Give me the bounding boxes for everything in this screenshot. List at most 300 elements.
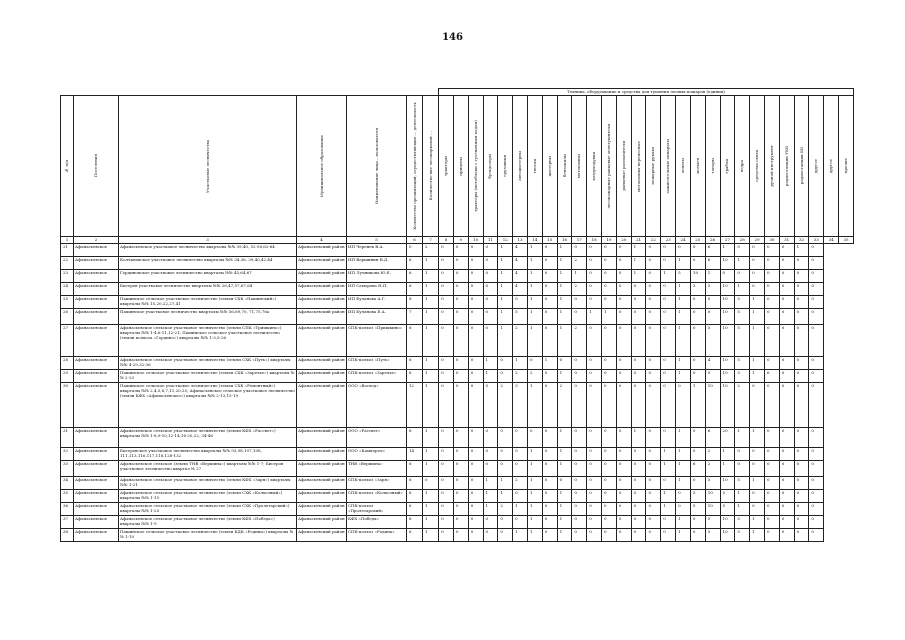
header-col [453,96,468,237]
row-value: 0 [646,428,661,448]
row-value: 1 [676,357,691,370]
row-value: 0 [646,296,661,309]
row-value: 0 [572,357,587,370]
row-value: 1 [527,503,542,516]
row-municipality: Афанасьевский район [297,503,347,516]
row-settlement: Пашинское сельское участковое лесничество (земли СХК «Пашинский») кварталы №№ 15,20,22,27,41 [119,296,297,309]
row-value: 0 [572,244,587,257]
row-value: 10 [720,325,735,357]
row-value: 0 [468,309,483,325]
row-value: 0 [616,516,631,529]
row-value: 0 [794,283,809,296]
row-value: 0 [631,309,646,325]
row-value: 0 [602,529,617,542]
row-value: 0 [779,370,794,383]
row-value: 6 [407,357,423,370]
header-col [572,96,587,237]
row-value: 0 [572,309,587,325]
row-value: 0 [646,503,661,516]
row-value: 0 [439,503,454,516]
row-value: 0 [498,516,513,529]
row-settlement: Афанасьевское сельское участковое лесничество (земли СХК «Пролетарский») кварталы №№ 1-20 [119,503,297,516]
row-settlement: Пашинское сельское участковое лесничество (земли СХК «Заречье») кварталы №№ 2-23 [119,370,297,383]
row-settlement: Афанасьевское сельское участковое лесничество (земли КФХ «Рассвет») кварталы №№ 1-8,9-10,12-14,16-20,22, 34-46 [119,428,297,448]
row-value: 0 [453,461,468,477]
row-value: 0 [631,461,646,477]
row-value: 1 [527,309,542,325]
row-value: 0 [779,477,794,490]
row-value: 1 [750,529,765,542]
row-value: 0 [616,370,631,383]
row-value: 0 [646,270,661,283]
row-value: 0 [690,477,705,490]
row-settlement: Афанасьевское участковое лесничество кварталы №№ 39,40, 52-58,62-64 [119,244,297,257]
row-value: 1 [527,283,542,296]
row-value: 0 [468,490,483,503]
column-index: 35 [839,237,854,244]
row-value: 1 [750,325,765,357]
row-value: 0 [498,529,513,542]
row-value: 0 [483,296,498,309]
column-index: 20 [616,237,631,244]
row-value: 0 [676,383,691,428]
row-value: 0 [616,461,631,477]
row-value: 0 [809,383,824,428]
row-value: 0 [407,244,423,257]
row-value: 0 [483,309,498,325]
row-district: Афанасьевское [74,448,119,461]
row-value: 5 [735,309,750,325]
row-value: 1 [735,283,750,296]
row-value: 0 [764,244,779,257]
row-value: 4 [705,357,720,370]
row-value: 1 [483,357,498,370]
header-col [513,96,528,237]
row-value: 1 [794,244,809,257]
row-value: 6 [690,461,705,477]
row-value: 0 [661,370,676,383]
row-value: 0 [439,490,454,503]
row-value: 0 [616,270,631,283]
row-value: 0 [631,503,646,516]
header-col-text: лесопожарные ранцевые огнетушители [605,123,611,209]
row-value: 0 [646,448,661,461]
table-row [61,357,854,370]
row-value: 0 [616,325,631,357]
row-district: Афанасьевское [74,257,119,270]
row-value: 1 [735,490,750,503]
row-district: Афанасьевское [74,325,119,357]
row-value: 2 [572,257,587,270]
row-district: Афанасьевское [74,490,119,503]
row-lessee: ИП Саморова Н.П. [347,283,407,296]
column-index: 29 [750,237,765,244]
fire-equipment-table [60,88,854,542]
header-col [690,96,705,237]
row-value: 0 [809,370,824,383]
row-value: 1 [423,461,439,477]
row-value: 1 [513,503,528,516]
row-value: 0 [616,490,631,503]
row-value: 0 [809,477,824,490]
row-value: 0 [439,516,454,529]
row-value: 4 [513,244,528,257]
row-value: 10 [705,383,720,428]
row-value: 0 [779,309,794,325]
row-value: 0 [542,448,557,461]
row-value: 1 [423,270,439,283]
row-value: 0 [616,503,631,516]
row-value: 0 [498,357,513,370]
row-value: 6 [407,257,423,270]
table-row [61,461,854,477]
group-title-spacer [61,89,439,96]
table-row [61,529,854,542]
row-value: 1 [527,270,542,283]
row-value: 0 [453,448,468,461]
header-col [616,96,631,237]
row-value: 0 [690,516,705,529]
row-value: 0 [661,428,676,448]
header-col-text: ранцевые распылители [620,141,626,191]
row-value: 10 [720,477,735,490]
row-value: 10 [720,529,735,542]
column-index: 24 [676,237,691,244]
row-value: 1 [557,309,572,325]
row-value: 0 [602,461,617,477]
row-value: 0 [646,516,661,529]
header-col-text: воздуходувки [591,151,597,181]
column-index: 7 [423,237,439,244]
row-value: 0 [809,309,824,325]
row-value: 0 [646,477,661,490]
header-col-text: тягачи [531,158,537,174]
header-row [61,96,854,237]
row-value: 0 [453,503,468,516]
row-value: 0 [676,244,691,257]
row-value: 1 [750,428,765,448]
row-value: 0 [483,325,498,357]
row-settlement: Пашинское сельское участковое лесничество (земли КДК «Родина») кварталы №№ 1-10 [119,529,297,542]
row-value: 0 [513,516,528,529]
row-value: 0 [439,461,454,477]
row-value: 1 [527,516,542,529]
row-value: 5 [735,516,750,529]
row-value: 5 [705,283,720,296]
row-value: 10 [720,516,735,529]
header-no-text: № п/п [64,159,69,173]
row-value: 6 [407,529,423,542]
row-value: 0 [764,503,779,516]
row-value: 1 [676,296,691,309]
row-value: 6 [407,325,423,357]
row-value: 6 [705,257,720,270]
row-value: 1 [498,257,513,270]
row-value: 0 [572,490,587,503]
row-value: 0 [572,370,587,383]
row-value: 10 [720,309,735,325]
header-col-text: грабли [724,158,730,174]
row-value: 1 [676,283,691,296]
row-value: 0 [690,370,705,383]
row-value: 0 [453,357,468,370]
row-value: 0 [764,325,779,357]
header-col-text: тракторы (мотоблоки с гусеничным ходом) [472,120,478,212]
column-index: 23 [661,237,676,244]
row-value: 1 [527,325,542,357]
row-value: 0 [602,257,617,270]
row-value: 6 [407,516,423,529]
row-district: Афанасьевское [74,503,119,516]
row-value: 1 [602,309,617,325]
row-value: 0 [542,461,557,477]
row-value: 1 [527,529,542,542]
row-value: 0 [764,296,779,309]
row-value: 1 [676,448,691,461]
header-col [498,96,513,237]
row-settlement: Пашинское участковое лесничество кварталы №№ 56,69,70, 71,75,76а [119,309,297,325]
row-value: 5 [735,370,750,383]
row-value: 0 [439,529,454,542]
row-value: 0 [646,490,661,503]
table-row [61,516,854,529]
row-value: 0 [483,428,498,448]
row-district: Афанасьевское [74,516,119,529]
row-value: 0 [646,529,661,542]
row-value: 5 [705,516,720,529]
row-value: 2 [572,325,587,357]
row-district: Афанасьевское [74,461,119,477]
row-value: 0 [690,325,705,357]
row-value: 1 [423,309,439,325]
row-value: 1 [557,370,572,383]
row-value: 1 [527,296,542,309]
header-col-text: грузовики [502,155,508,177]
row-value: 0 [794,309,809,325]
row-value: 1 [498,325,513,357]
header-col-text: другое [813,158,819,174]
row-value: 0 [794,296,809,309]
row-value: 0 [794,448,809,461]
row-number: 24 [61,283,74,296]
row-value: 5 [513,309,528,325]
row-value: 0 [542,244,557,257]
row-lessee: ООО «Рассвет» [347,428,407,448]
row-number: 25 [61,296,74,309]
header-col-text: средства связи [754,150,760,182]
row-value: 0 [616,448,631,461]
row-value: 0 [779,357,794,370]
row-value: 1 [676,461,691,477]
header-count-total [407,96,423,237]
row-value: 0 [483,244,498,257]
row-municipality: Афанасьевский район [297,428,347,448]
row-value: 0 [439,244,454,257]
row-value: 0 [453,428,468,448]
row-lessee: СПК-колхоз «Заря» [347,477,407,490]
row-value: 0 [794,529,809,542]
row-value: 0 [779,516,794,529]
row-value: 10 [720,257,735,270]
row-value: 1 [527,448,542,461]
row-settlement: Афанасьевское сельское участковое лесничество (земли КФХ «Победа») кварталы №№ 1-9 [119,516,297,529]
row-value: 0 [602,477,617,490]
row-district: Афанасьевское [74,357,119,370]
header-col [735,96,750,237]
row-value: 0 [572,477,587,490]
row-municipality: Афанасьевский район [297,325,347,357]
row-value: 1 [661,461,676,477]
row-value: 0 [587,357,602,370]
row-value: 0 [542,309,557,325]
row-value: 0 [587,296,602,309]
row-settlement: Бисеровское участковое лесничество кварталы №№ 93,98,107,108, 111,113,116,117,118,128-132 [119,448,297,461]
row-value: 0 [453,296,468,309]
row-value: 0 [468,529,483,542]
row-value: 0 [542,270,557,283]
row-value: 0 [468,503,483,516]
row-value: 0 [779,270,794,283]
row-district: Афанасьевское [74,309,119,325]
row-settlement: Пашинское сельское участковое лесничество (земли СХК «Ремонтный») кварталы №№ 2,4,5,6,7,11,20,25; Афанасьевское сельское участковое лесничество (земли КФХ «Афанасьевское») кварталы №№ 2-13,15-19 [119,383,297,428]
row-value: 0 [439,383,454,428]
row-value: 20 [720,428,735,448]
row-value: 0 [483,257,498,270]
row-value: 0 [779,461,794,477]
column-index: 4 [297,237,347,244]
row-number: 21 [61,244,74,257]
row-value: 0 [779,383,794,428]
row-value: 1 [572,270,587,283]
row-value: 0 [690,529,705,542]
row-value: 0 [587,490,602,503]
row-value: 0 [661,283,676,296]
row-value: 1 [676,257,691,270]
row-value: 0 [483,529,498,542]
row-settlement: Афанасьевское сельское участковое лесничество (земли КФХ «Заря») кварталы №№ 1-21 [119,477,297,490]
row-district: Афанасьевское [74,428,119,448]
row-value: 0 [453,257,468,270]
row-value: 0 [587,503,602,516]
row-number: 34 [61,477,74,490]
row-district: Афанасьевское [74,383,119,428]
row-value: 0 [616,296,631,309]
row-value: 1 [498,270,513,283]
header-col [468,96,483,237]
row-value: 0 [750,461,765,477]
row-municipality: Афанасьевский район [297,357,347,370]
row-value: 1 [483,477,498,490]
row-value: 10 [720,357,735,370]
row-municipality: Афанасьевский район [297,283,347,296]
row-lessee: СПК-колхоз «Колхозный» [347,490,407,503]
row-value: 0 [453,383,468,428]
row-value: 1 [676,529,691,542]
row-value: 0 [809,296,824,309]
row-number: 30 [61,383,74,428]
header-col-text: другое [828,158,834,174]
row-value: 10 [705,503,720,516]
row-value: 0 [542,383,557,428]
header-col-text: бензопилы [561,154,567,178]
row-value: 0 [616,383,631,428]
row-value: 0 [557,357,572,370]
row-value: 0 [764,383,779,428]
row-value: 0 [794,477,809,490]
row-municipality: Афанасьевский район [297,516,347,529]
column-index: 31 [779,237,794,244]
row-value: 0 [735,448,750,461]
row-value: 0 [602,296,617,309]
row-value: 1 [557,490,572,503]
column-index: 16 [557,237,572,244]
header-lessee [347,96,407,237]
row-value: 0 [542,490,557,503]
row-value: 10 [720,383,735,428]
row-value: 1 [631,244,646,257]
row-lessee: СПК-колхоз «Родина» [347,529,407,542]
row-number: 31 [61,428,74,448]
row-value: 0 [779,257,794,270]
header-col-text: топоры [709,158,715,174]
row-value: 0 [764,257,779,270]
row-value: 0 [676,490,691,503]
header-settlement [119,96,297,237]
row-value: 0 [453,325,468,357]
row-value: 0 [572,529,587,542]
table-row [61,428,854,448]
row-value: 1 [423,428,439,448]
row-value: 5 [705,370,720,383]
table-row [61,448,854,461]
row-value: 5 [720,490,735,503]
row-value: 0 [646,370,661,383]
row-value: 0 [631,383,646,428]
row-value: 1 [527,257,542,270]
column-index: 8 [439,237,454,244]
row-value: 0 [661,296,676,309]
row-value: 0 [661,244,676,257]
row-value: 6 [407,370,423,383]
row-value: 6 [407,461,423,477]
row-number: 23 [61,270,74,283]
column-index-row [61,237,854,244]
row-value: 1 [720,461,735,477]
row-value: 0 [468,325,483,357]
row-settlement: Афанасьевское сельское участковое лесничество (земли СПК «Тришкино») кварталы №№ 1-4,6-11,12-21; Пашинское сельское участковое лесничество (земли колхоза «Гордино») кварталы №№ 1-3,5-26 [119,325,297,357]
row-value: 0 [468,357,483,370]
row-municipality: Афанасьевский район [297,257,347,270]
header-col [676,96,691,237]
row-value: 0 [587,529,602,542]
row-value: 1 [720,244,735,257]
row-lessee: ООО «Камкороч» [347,448,407,461]
row-value: 0 [735,270,750,283]
table-row [61,325,854,357]
row-value: 1 [483,490,498,503]
row-value: 1 [631,257,646,270]
row-value: 1 [423,296,439,309]
row-value: 1 [557,516,572,529]
header-col [705,96,720,237]
row-value: 0 [705,309,720,325]
row-municipality: Афанасьевский район [297,383,347,428]
row-value: 6 [407,270,423,283]
row-value: 1 [557,428,572,448]
row-value: 4 [513,283,528,296]
row-value: 0 [690,296,705,309]
row-value: 6 [407,503,423,516]
